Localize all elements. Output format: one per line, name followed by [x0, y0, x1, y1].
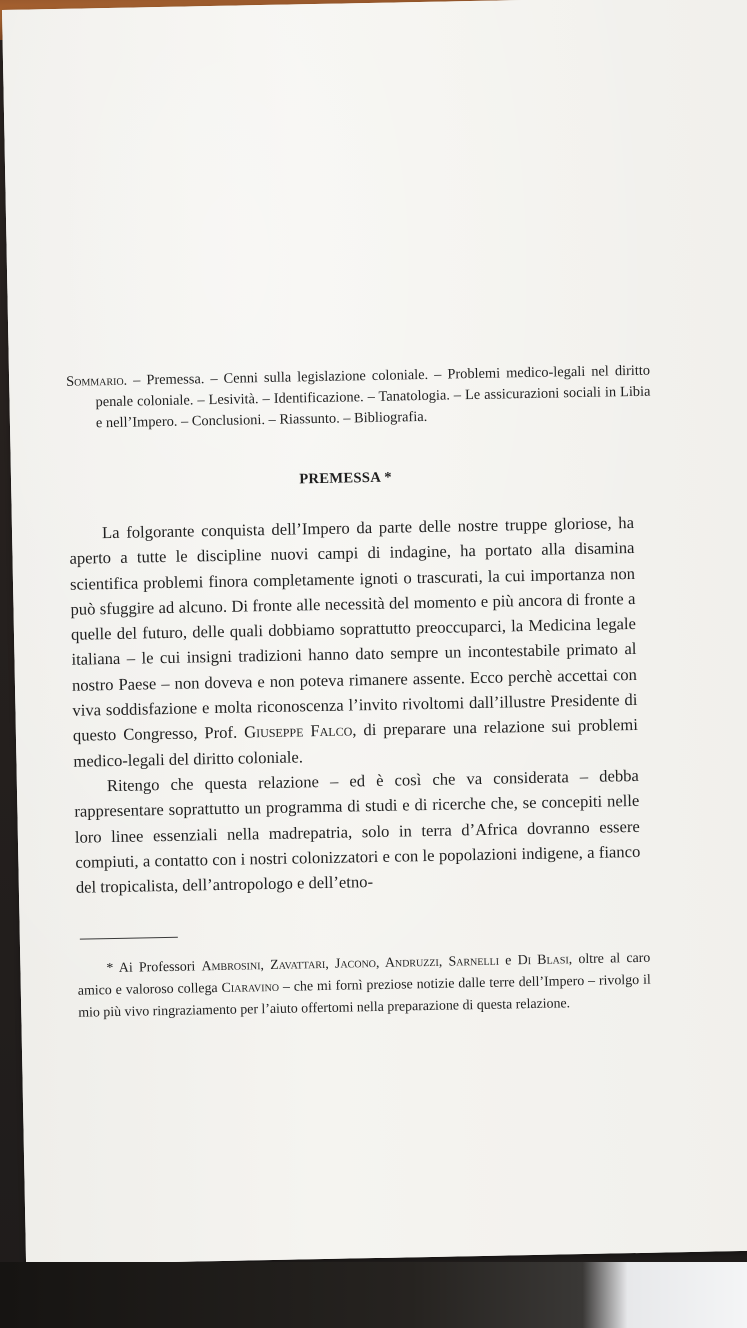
- summary-label: Sommario.: [65, 372, 128, 390]
- footnote-part-2: e: [498, 953, 518, 969]
- footnote-divider: [80, 937, 178, 940]
- footnote: [77, 948, 651, 1025]
- document-page: [2, 0, 747, 1265]
- body-paragraph-1-part-2: , di preparare una relazione sui problemi medico-legali del diritto coloniale.: [73, 715, 639, 771]
- desk-bottom-edge: [0, 1262, 747, 1328]
- president-name: Giuseppe Falco: [243, 720, 353, 742]
- footnote-names-1: Ambrosini, Zavattari, Jacono, Andruzzi, Sarnelli: [201, 953, 500, 975]
- body-paragraph-1-part-1: La folgorante conquista dell’Impero da parte delle nostre truppe gloriose, ha aperto a tutte le discipline nuovi campi di indagine, ha portato alla disamina scientifica problemi finora completamente ignoti o trascurati, la cui importanza non può sfuggire ad alcuno. Di fronte alle necessità del momento e più ancora di fronte a quelle del futuro, delle quali dobbiamo soprattutto preoccuparci, la Medicina legale italiana – le cui insigni tradizioni hanno dato sempre un incontestabile primato al nostro Paese – non doveva e non poteva rimanere assente. Ecco perchè accettai con viva soddisfazione e molta riconoscenza l’invito rivoltomi dall’illustre Presidente di questo Congresso, Prof.: [69, 512, 638, 746]
- footnote-part-4: – che mi fornì preziose notizie dalle terre dell’Impero – rivolgo il mio più vivo ringraziamento per l’aiuto offertomi nella preparazione di questa relazione.: [78, 972, 651, 1021]
- summary-paragraph: [66, 361, 651, 435]
- footnote-part-3: , oltre al caro amico e valoroso collega: [77, 950, 651, 999]
- body-text: [69, 510, 641, 900]
- section-heading: PREMESSA *: [299, 469, 392, 488]
- body-paragraph-1: [69, 510, 639, 774]
- footnote-part-1: * Ai Professori: [106, 959, 202, 977]
- footnote-names-2: Di Blasi: [517, 952, 569, 969]
- summary-text: – Premessa. – Cenni sulla legislazione coloniale. – Problemi medico-legali nel diritto penale coloniale. – Lesività. – Identificazione. – Tanatologia. – Le assicurazioni sociali in Libia e nell’Impero. – Conclusioni. – Riassunto. – Bibliografia.: [95, 362, 651, 432]
- footnote-name-3: Ciaravino: [221, 979, 280, 996]
- body-paragraph-2: Ritengo che questa relazione – ed è così che va considerata – debba rappresentare soprattutto un programma di studi e di ricerche che, se concepiti nelle loro linee essenziali nella madrepatria, solo in terra d’Africa dovranno essere compiuti, a contatto con i nostri colonizzatori e con le popolazioni indigene, a fianco del tropicalista, dell’antropologo e dell’etno-: [74, 765, 641, 897]
